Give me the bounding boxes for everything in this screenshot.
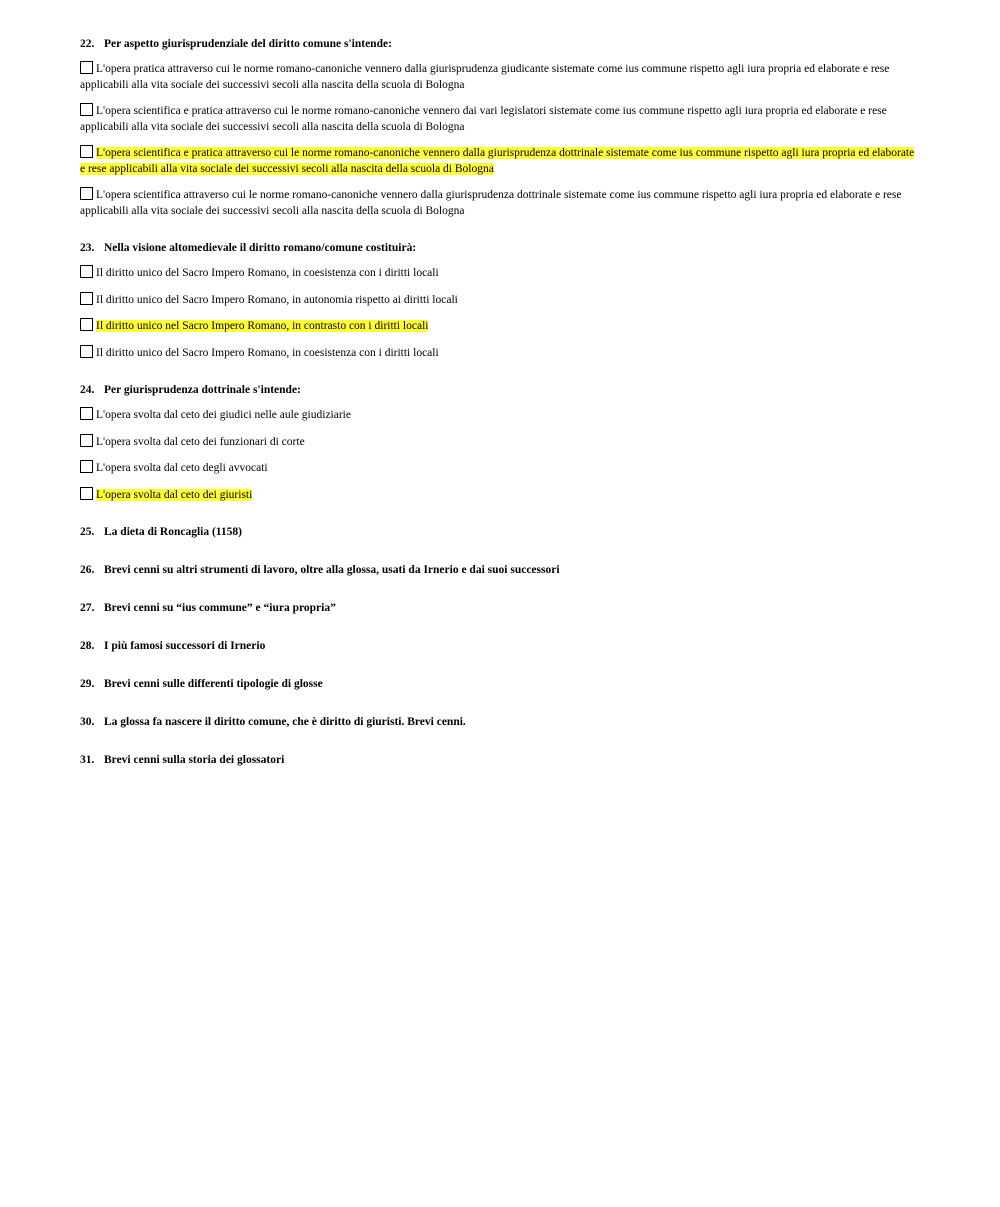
document-page [80, 37, 920, 791]
question-number: 29. [80, 678, 95, 690]
checkbox[interactable] [80, 292, 93, 305]
option-text: L'opera svolta dal ceto dei funzionari di corte [96, 435, 305, 448]
question-text: Per aspetto giurisprudenziale del diritto comune s'intende: [104, 38, 392, 50]
answer-option [80, 103, 920, 135]
checkbox[interactable] [80, 345, 93, 358]
question-text: La dieta di Roncaglia (1158) [104, 526, 243, 538]
open-questions [80, 525, 920, 767]
answer-option-highlighted [80, 318, 920, 335]
question-number: 27. [80, 602, 95, 614]
question-number: 25. [80, 526, 95, 538]
question-title [80, 37, 920, 51]
answer-option [80, 265, 920, 282]
question-25 [80, 525, 920, 539]
answer-option-highlighted [80, 145, 920, 177]
question-number: 31. [80, 754, 95, 766]
answer-option [80, 345, 920, 362]
option-text: L'opera svolta dal ceto degli avvocati [96, 462, 268, 474]
question-23 [80, 241, 920, 361]
question-number: 30. [80, 716, 95, 728]
checkbox[interactable] [80, 187, 93, 200]
option-text: L'opera svolta dal ceto dei giudici nelle aule giudiziarie [96, 409, 351, 421]
question-26 [80, 563, 920, 577]
checkbox[interactable] [80, 460, 93, 473]
option-text: L'opera scientifica attraverso cui le norme romano-canoniche vennero dalla giurisprudenza dottrinale sistemate come ius commune rispetto agli iura propria ed elaborate e rese applicabili alla vita sociale dei successivi secoli alla nascita della scuola di Bologna [80, 189, 902, 217]
option-text: L'opera scientifica e pratica attraverso cui le norme romano-canoniche vennero dai vari legislatori sistemate come ius commune rispetto agli iura propria ed elaborate e rese applicabili alla vita sociale dei successivi secoli alla nascita della scuola di Bologna [80, 105, 887, 133]
option-text: Il diritto unico del Sacro Impero Romano, in coesistenza con i diritti locali [96, 267, 439, 279]
question-title [80, 241, 920, 255]
checkbox[interactable] [80, 318, 93, 331]
question-text: La glossa fa nascere il diritto comune, che è diritto di giuristi. Brevi cenni. [104, 716, 466, 728]
option-text: L'opera pratica attraverso cui le norme romano-canoniche vennero dalla giurisprudenza giudicante sistemate come ius commune rispetto agli iura propria ed elaborate e rese applicabili alla vita sociale dei successivi secoli alla nascita della scuola di Bologna [80, 63, 890, 91]
question-text: I più famosi successori di Irnerio [104, 640, 266, 652]
option-text: Il diritto unico del Sacro Impero Romano, in autonomia rispetto ai diritti locali [96, 293, 458, 306]
question-22 [80, 37, 920, 219]
option-text: L'opera svolta dal ceto dei giuristi [96, 488, 253, 501]
answer-option [80, 61, 920, 93]
question-number: 23. [80, 242, 95, 254]
question-27 [80, 601, 920, 615]
question-24 [80, 383, 920, 503]
question-text: Brevi cenni su altri strumenti di lavoro, oltre alla glossa, usati da Irnerio e dai suoi successori [104, 564, 560, 576]
question-title [80, 383, 920, 397]
answer-option-highlighted [80, 487, 920, 504]
question-28 [80, 639, 920, 653]
option-text: Il diritto unico nel Sacro Impero Romano, in contrasto con i diritti locali [96, 320, 429, 332]
checkbox[interactable] [80, 434, 93, 447]
question-text: Brevi cenni sulle differenti tipologie di glosse [104, 678, 323, 690]
checkbox[interactable] [80, 61, 93, 74]
question-text: Brevi cenni sulla storia dei glossatori [104, 754, 285, 766]
question-number: 22. [80, 38, 95, 50]
answer-option [80, 434, 920, 451]
checkbox[interactable] [80, 407, 93, 420]
answer-option [80, 292, 920, 309]
question-text: Per giurisprudenza dottrinale s'intende: [104, 384, 301, 396]
question-29 [80, 677, 920, 691]
question-text: Nella visione altomedievale il diritto romano/comune costituirà: [104, 242, 417, 254]
answer-option [80, 187, 920, 219]
answer-option [80, 407, 920, 424]
question-number: 28. [80, 640, 95, 652]
question-number: 24. [80, 384, 95, 396]
option-text: L'opera scientifica e pratica attraverso cui le norme romano-canoniche vennero dalla giurisprudenza dottrinale sistemate come ius commune rispetto agli iura propria ed elaborate e rese applicabili alla vita sociale dei successivi secoli alla nascita della scuola di Bologna [80, 147, 915, 175]
question-number: 26. [80, 564, 95, 576]
question-31 [80, 753, 920, 767]
question-text: Brevi cenni su “ius commune” e “iura propria” [104, 602, 336, 614]
checkbox[interactable] [80, 145, 93, 158]
answer-option [80, 460, 920, 477]
question-30 [80, 715, 920, 729]
checkbox[interactable] [80, 103, 93, 116]
checkbox[interactable] [80, 265, 93, 278]
checkbox[interactable] [80, 487, 93, 500]
option-text: Il diritto unico del Sacro Impero Romano, in coesistenza con i diritti locali [96, 346, 439, 359]
